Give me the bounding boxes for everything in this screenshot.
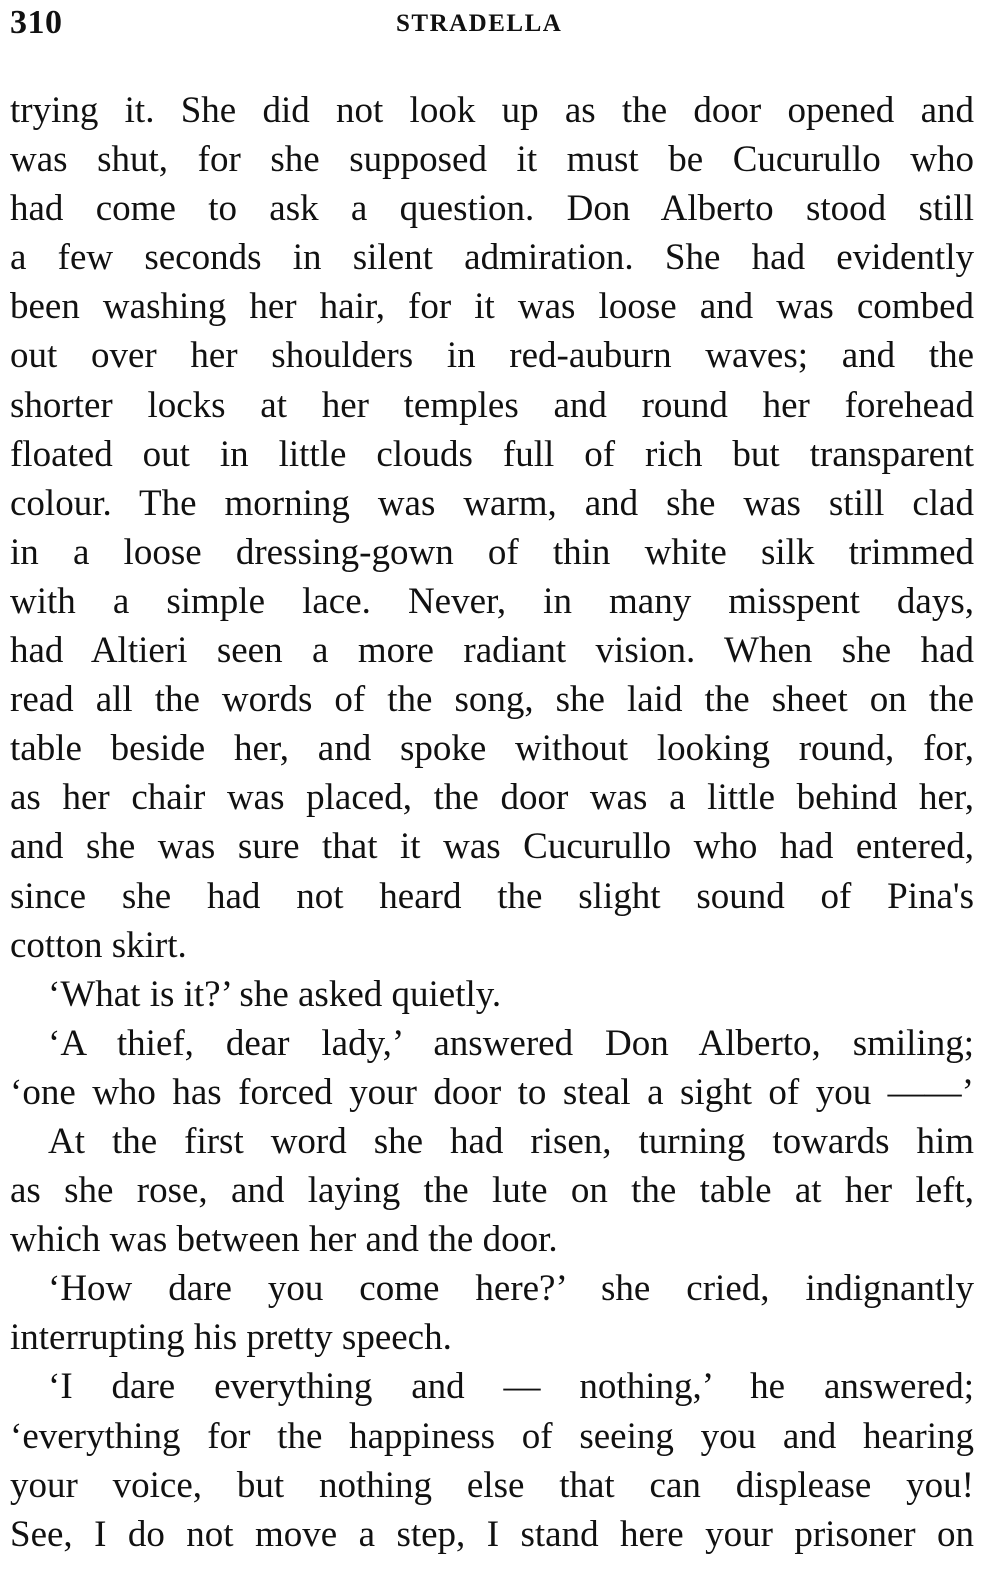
text-line-30: See, I do not move a step, I stand here your prisoner on: [10, 1513, 974, 1555]
text-line-11: with a simple lace. Never, in many misspent days,: [10, 580, 974, 622]
text-line-21: ‘one who has forced your door to steal a sight of you ——’: [10, 1071, 974, 1113]
text-line-2: was shut, for she supposed it must be Cucurullo who: [10, 139, 974, 181]
text-line-26: interrupting his pretty speech.: [10, 1317, 452, 1359]
text-line-20: ‘A thief, dear lady,’ answered Don Alberto, smiling;: [48, 1022, 974, 1064]
text-line-3: had come to ask a question. Don Alberto stood still: [10, 188, 974, 230]
text-line-19: ‘What is it?’ she asked quietly.: [48, 973, 502, 1015]
text-line-24: which was between her and the door.: [10, 1219, 558, 1261]
text-line-27: ‘I dare everything and — nothing,’ he answered;: [48, 1366, 974, 1408]
text-line-5: been washing her hair, for it was loose and was combed: [10, 286, 974, 328]
text-line-16: and she was sure that it was Cucurullo who had entered,: [10, 826, 974, 868]
text-line-4: a few seconds in silent admiration. She had evidently: [10, 237, 974, 279]
text-line-25: ‘How dare you come here?’ she cried, indignantly: [48, 1268, 974, 1310]
text-line-22: At the first word she had risen, turning towards him: [48, 1120, 974, 1162]
text-line-17: since she had not heard the slight sound of Pina's: [10, 875, 974, 917]
text-line-28: ‘everything for the happiness of seeing you and hearing: [10, 1415, 974, 1457]
text-line-9: colour. The morning was warm, and she was still clad: [10, 482, 974, 524]
text-line-18: cotton skirt.: [10, 924, 187, 966]
text-line-1: trying it. She did not look up as the door opened and: [10, 90, 974, 131]
text-line-13: read all the words of the song, she laid the sheet on the: [10, 679, 974, 721]
text-line-29: your voice, but nothing else that can displease you!: [10, 1464, 974, 1506]
page-number: 310: [10, 4, 63, 41]
text-line-6: out over her shoulders in red-auburn waves; and the: [10, 335, 974, 377]
body-text: [10, 86, 974, 1559]
text-line-14: table beside her, and spoke without looking round, for,: [10, 728, 974, 770]
book-page: [10, 0, 974, 1594]
text-line-8: floated out in little clouds full of rich but transparent: [10, 433, 974, 475]
text-line-23: as she rose, and laying the lute on the table at her left,: [10, 1170, 974, 1212]
text-line-15: as her chair was placed, the door was a little behind her,: [10, 777, 974, 819]
text-line-7: shorter locks at her temples and round her forehead: [10, 384, 974, 426]
text-line-10: in a loose dressing-gown of thin white silk trimmed: [10, 531, 974, 573]
page-header: [10, 4, 974, 46]
text-line-12: had Altieri seen a more radiant vision. When she had: [10, 630, 974, 672]
running-title: STRADELLA: [396, 10, 563, 37]
